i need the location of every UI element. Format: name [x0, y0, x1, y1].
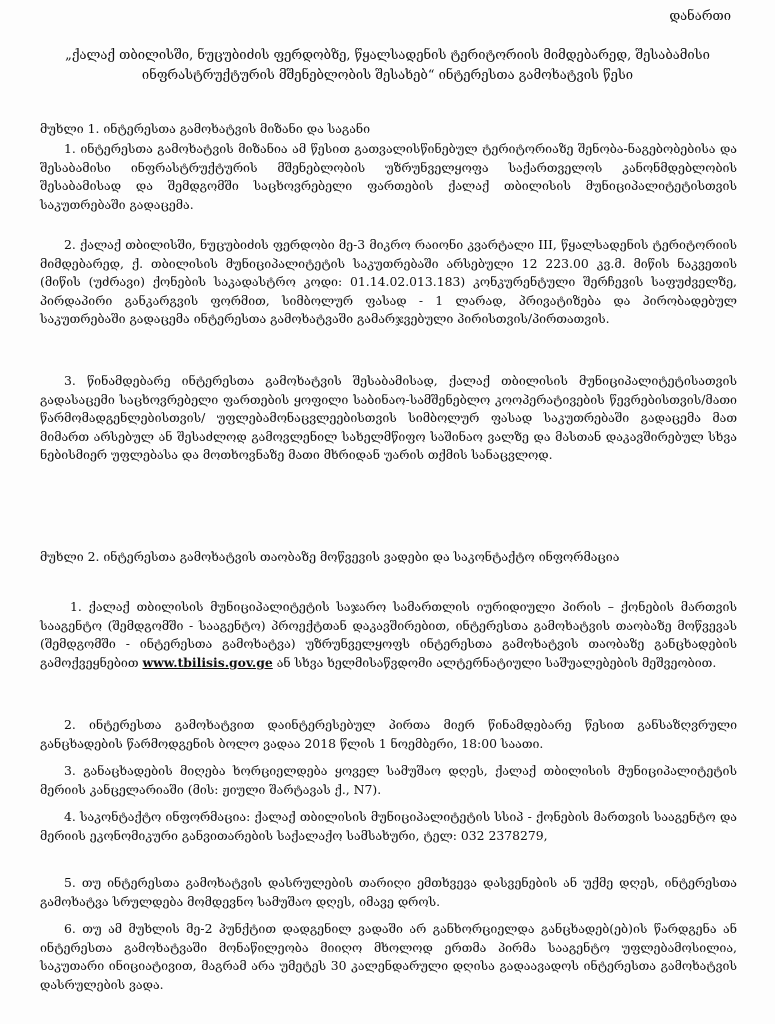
article-2-paragraph-2: 2. ინტერესთა გამოხატვით დაინტერესებულ პირთა მიერ წინამდებარე წესით განსაზღვრული განცხადების წარმოდგენის ბოლო ვადაა 2018 წლის 1 ნოემბერი, 18:00 საათი.	[40, 717, 737, 751]
article-2-paragraph-4: 4. საკონტაქტო ინფორმაცია: ქალაქ თბილისის მუნიციპალიტეტის სსიპ - ქონების მართვის სააგენტო და მერიის ეკონომიკური განვითარების საქალაქო სამსახური, ტელ: 032 2378279,	[40, 809, 737, 843]
article-2-paragraph-1-tail: ან სხვა ხელმისაწვდომი ალტერნატიული საშუალებების მეშვეობით.	[276, 654, 717, 670]
article-2-paragraph-1	[40, 598, 737, 672]
article-2-paragraph-1-text: 1. ქალაქ თბილისის მუნიციპალიტეტის საჯარო სამართლის იურიდიული პირის – ქონების მართვის სააგენტო (შემდგომში - სააგენტო) პროექტთან დაკავშირებით, ინტერესთა გამოხატვის თაობაზე მოწვევას (შემდგომში - ინტერესთა გამოხატვა) უზრუნველყოფს ინტერესთა გამოხატვის თაობაზე განცხადების გამოქვეყნებით	[40, 599, 737, 670]
article-1-heading: მუხლი 1. ინტერესთა გამოხატვის მიზანი და საგანი	[40, 121, 371, 136]
article-2-paragraph-5: 5. თუ ინტერესთა გამოხატვის დასრულების თარიღი ემთხვევა დასვენების ან უქმე დღეს, ინტერესთა გამოხატვა სრულდება მომდევნო სამუშაო დღეს, იმავე დროს.	[40, 875, 737, 909]
article-2-paragraph-3: 3. განაცხადების მიღება ხორციელდება ყოველ სამუშაო დღეს, ქალაქ თბილისის მუნიციპალიტეტის მერიის კანცელარიაში (მის: ჟიული შარტავას ქ., N7).	[40, 763, 737, 797]
article-2-heading: მუხლი 2. ინტერესთა გამოხატვის თაობაზე მოწვევის ვადები და საკონტაქტო ინფორმაცია	[40, 549, 620, 564]
article-1-paragraph-3: 3. წინამდებარე ინტერესთა გამოხატვის შესაბამისად, ქალაქ თბილისის მუნიციპალიტეტისათვის გადასაცემი საცხოვრებელი ფართების ყოფილი საბინაო-სამშენებლო კოოპერატივების წევრებისთვის/მათი წარმომადგენლებისთვის/ უფლებამონაცვლეებისთვის სიმბოლურ ფასად საკუთრებაში გადაცემა მათ მიმართ არსებულ ან შესაძლოდ გამოვლენილ სახელმწიფო საშინაო ვალზე და მასთან დაკავშირებულ სხვა ნებისმიერ უფლებასა და მოთხოვნაზე მათი მხრიდან უარის თქმის სანაცვლოდ.	[40, 373, 737, 463]
document-title: „ქალაქ თბილისში, ნუცუბიძის ფერდობზე, წყალსადენის ტერიტორიის მიმდებარედ, შესაბამისი ინფრასტრუქტურის მშენებლობის შესახებ“ ინტერესთა გამოხატვის წესი	[65, 48, 710, 83]
annex-label: დანართი	[669, 9, 731, 24]
article-2-paragraph-6: 6. თუ ამ მუხლის მე-2 პუნქტით დადგენილ ვადაში არ განხორციელდა განცხადებ(ებ)ის წარდგენა ან ინტერესთა გამოხატვაში მონაწილეობა მიიღო მხოლოდ ერთმა პირმა სააგენტო უფლებამოსილია, საკუთარი ინიციატივით, მაგრამ არა უმეტეს 30 კალენდარული დღისა გადაავადოს ინტერესთა გამოხატვის დასრულების ვადა.	[40, 921, 737, 992]
website-link[interactable]: www.tbilisis.gov.ge	[142, 654, 273, 670]
article-1-paragraph-2: 2. ქალაქ თბილისში, ნუცუბიძის ფერდობი მე-3 მიკრო რაიონი კვარტალი III, წყალსადენის ტერიტორიის მიმდებარედ, ქ. თბილისის მუნიციპალიტეტის საკუთრებაში არსებული 12 223.00 კვ.მ. მიწის ნაკვეთის (მიწის (უძრავი) ქონების საკადასტრო კოდი: 01.14.02.013.183) კონკურენტული შერჩევის საფუძველზე, პირდაპირი განკარგვის ფორმით, სიმბოლურ ფასად - 1 ლარად, პრივატიზება და პირობადებულ საკუთრებაში გადაცემა ინტერესთა გამოხატვაში გამარჯვებული პირისთვის/პირთათვის.	[40, 237, 737, 327]
article-1-paragraph-1: 1. ინტერესთა გამოხატვის მიზანია ამ წესით გათვალისწინებულ ტერიტორიაზე შენობა-ნაგებობებისა და შესაბამისი ინფრასტრუქტურის მშენებლობის უზრუნველყოფა საქართველოს კანონმდებლობის შესაბამისად და შემდგომში საცხოვრებელი ფართების ქალაქ თბილისის მუნიციპალიტეტისთვის საკუთრებაში გადაცემა.	[40, 141, 737, 212]
